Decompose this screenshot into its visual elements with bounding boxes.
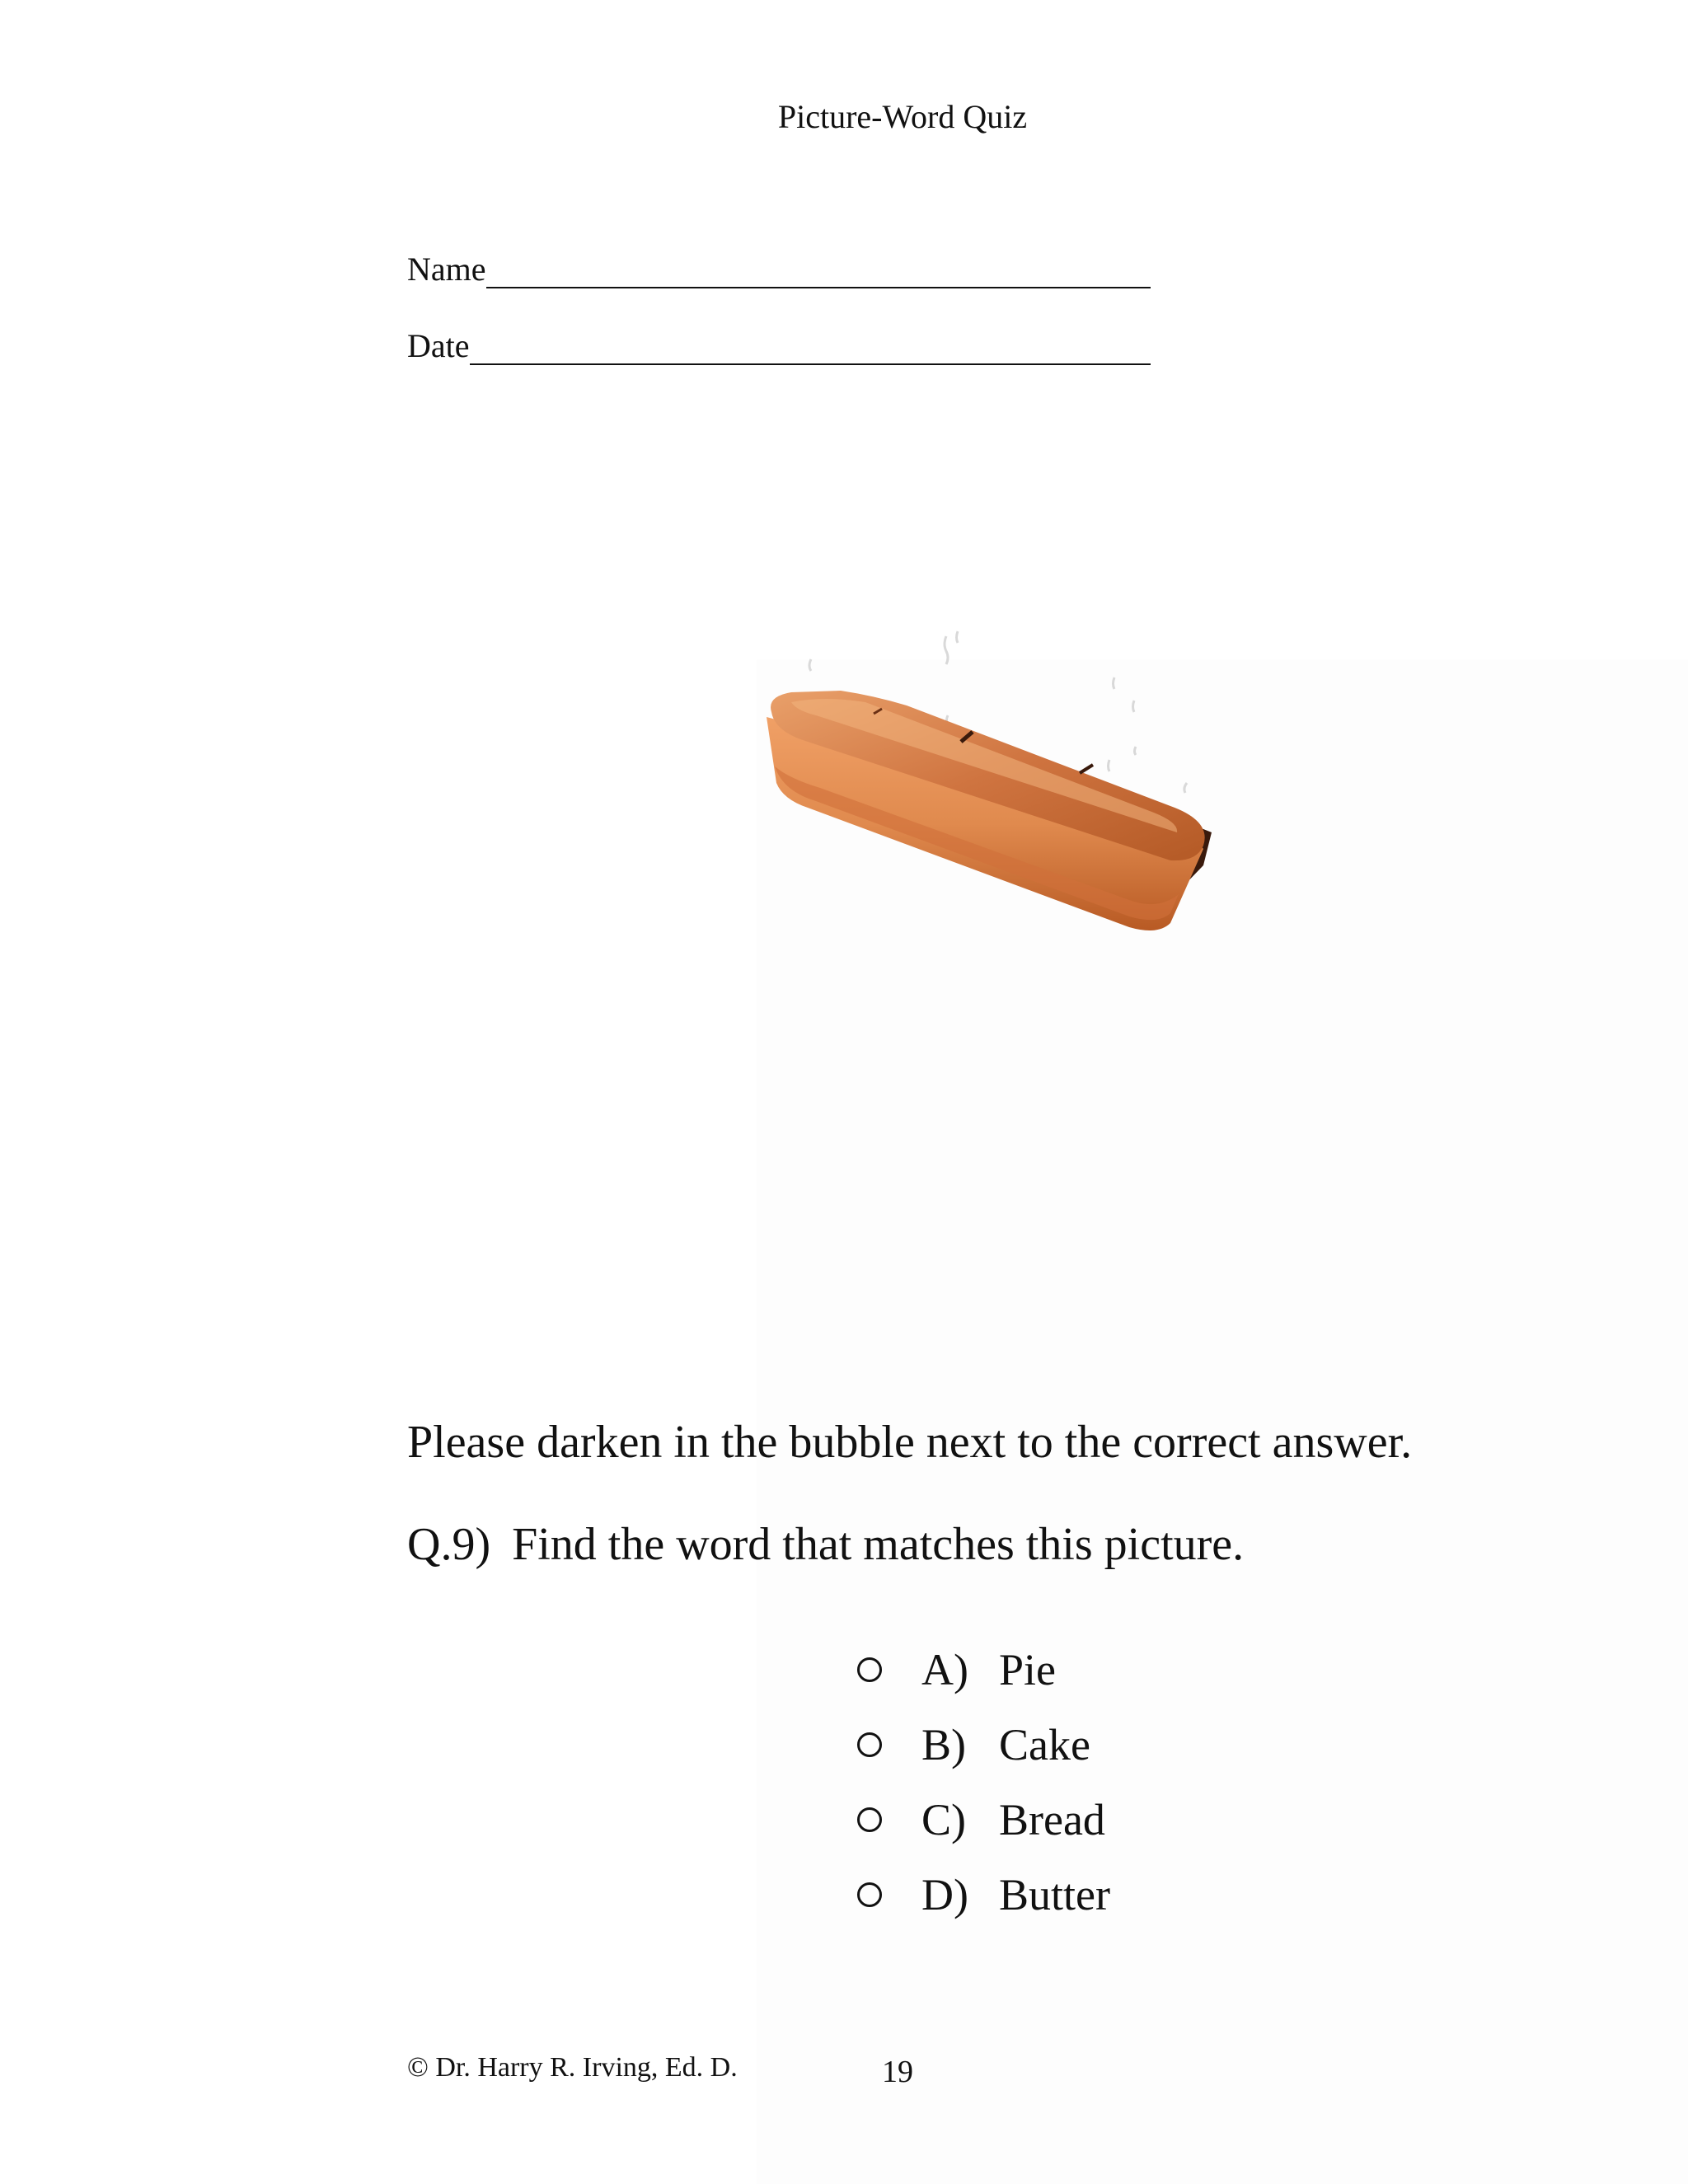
- option-text: Pie: [999, 1644, 1057, 1694]
- bubble-radio[interactable]: [857, 1732, 882, 1757]
- bubble-radio[interactable]: [857, 1657, 882, 1682]
- bubble-radio[interactable]: [857, 1882, 882, 1907]
- date-label: Date: [407, 327, 470, 364]
- question-number: Q.9): [407, 1519, 491, 1570]
- question-text: Find the word that matches this picture.: [512, 1519, 1245, 1570]
- option-c[interactable]: [857, 1782, 1110, 1857]
- bread-loaf-icon: [742, 626, 1236, 940]
- question: [407, 1518, 1244, 1571]
- option-d[interactable]: [857, 1857, 1110, 1932]
- page-number: 19: [882, 2055, 913, 2089]
- option-letter: B): [921, 1719, 966, 1769]
- answer-options: [857, 1632, 1110, 1932]
- option-text: Butter: [999, 1869, 1110, 1919]
- name-blank-line[interactable]: [486, 251, 1151, 288]
- option-a[interactable]: [857, 1632, 1110, 1707]
- option-text: Cake: [999, 1719, 1090, 1769]
- option-letter: A): [921, 1644, 968, 1694]
- page-title: Picture-Word Quiz: [777, 98, 1028, 135]
- option-b[interactable]: [857, 1707, 1110, 1782]
- option-letter: D): [921, 1869, 968, 1919]
- date-field[interactable]: [407, 326, 1151, 365]
- bubble-radio[interactable]: [857, 1807, 882, 1832]
- name-field[interactable]: [407, 250, 1151, 288]
- date-blank-line[interactable]: [470, 327, 1151, 365]
- option-text: Bread: [999, 1794, 1105, 1844]
- name-label: Name: [407, 251, 486, 288]
- option-letter: C): [921, 1794, 966, 1844]
- instruction-text: Please darken in the bubble next to the correct answer.: [407, 1417, 1413, 1468]
- copyright-text: © Dr. Harry R. Irving, Ed. D.: [407, 2052, 738, 2083]
